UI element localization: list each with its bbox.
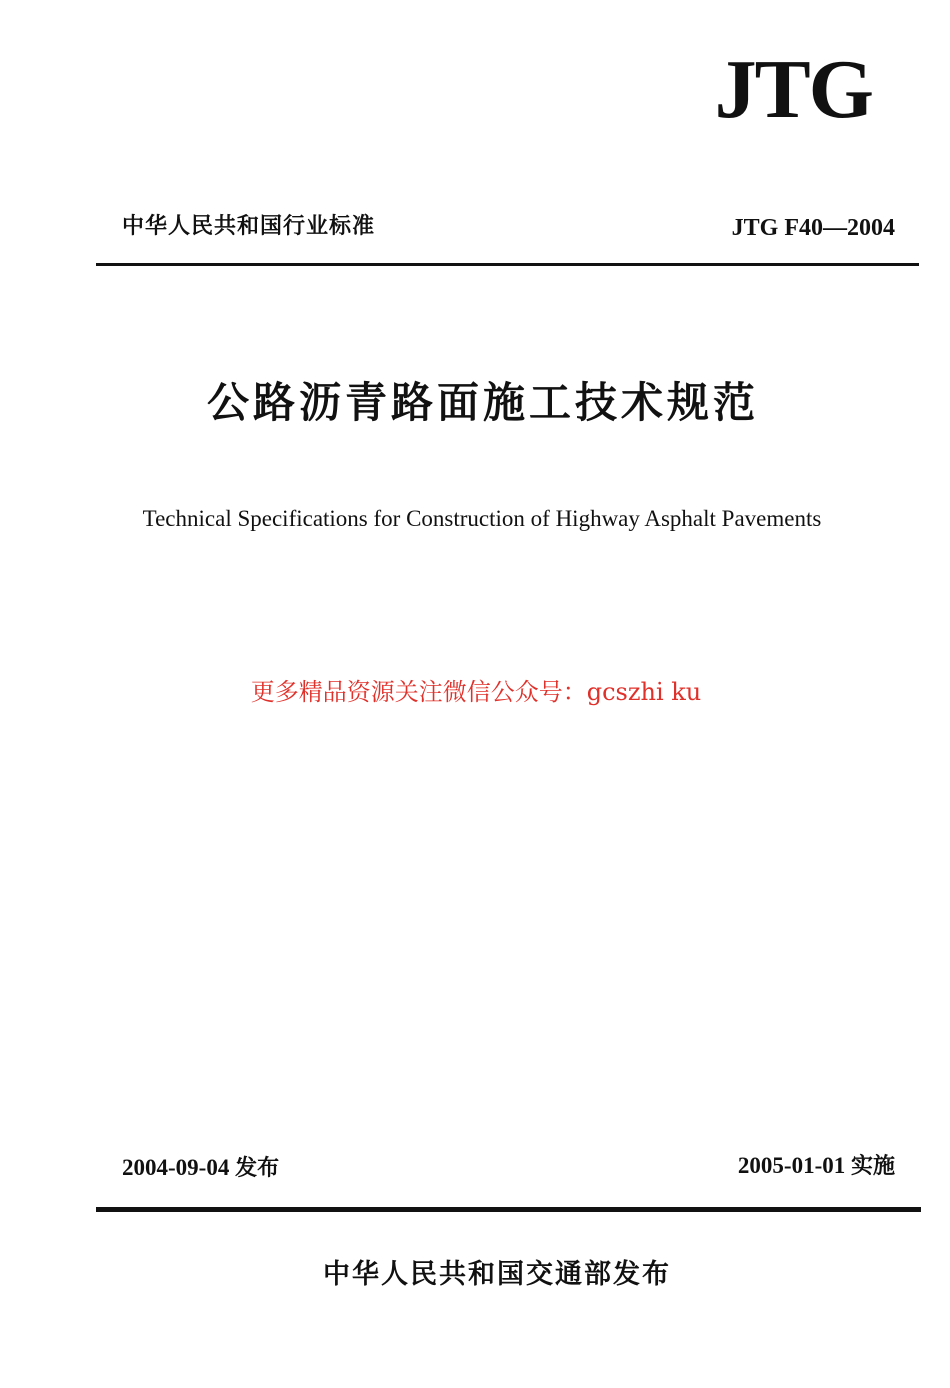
standard-category: 中华人民共和国行业标准 xyxy=(122,214,376,239)
header-divider xyxy=(96,263,919,266)
standard-code: JTG F40—2004 xyxy=(731,215,895,241)
issue-date: 2004-09-04 xyxy=(122,1155,230,1180)
issue-label: 发布 xyxy=(235,1156,280,1181)
implement-date-line xyxy=(738,1154,895,1178)
implement-label: 实施 xyxy=(850,1154,895,1179)
jtg-logo: JTG xyxy=(714,43,872,136)
watermark-notice: 更多精品资源关注微信公众号：gcszhi ku xyxy=(250,678,702,706)
issue-date-line xyxy=(122,1156,279,1180)
publisher: 中华人民共和国交通部发布 xyxy=(323,1259,671,1290)
document-title-english: Technical Specifications for Construction of Highway Asphalt Pavements xyxy=(142,506,822,531)
document-title-chinese: 公路沥青路面施工技术规范 xyxy=(206,378,759,427)
footer-divider xyxy=(96,1207,921,1212)
implement-date: 2005-01-01 xyxy=(737,1153,846,1178)
